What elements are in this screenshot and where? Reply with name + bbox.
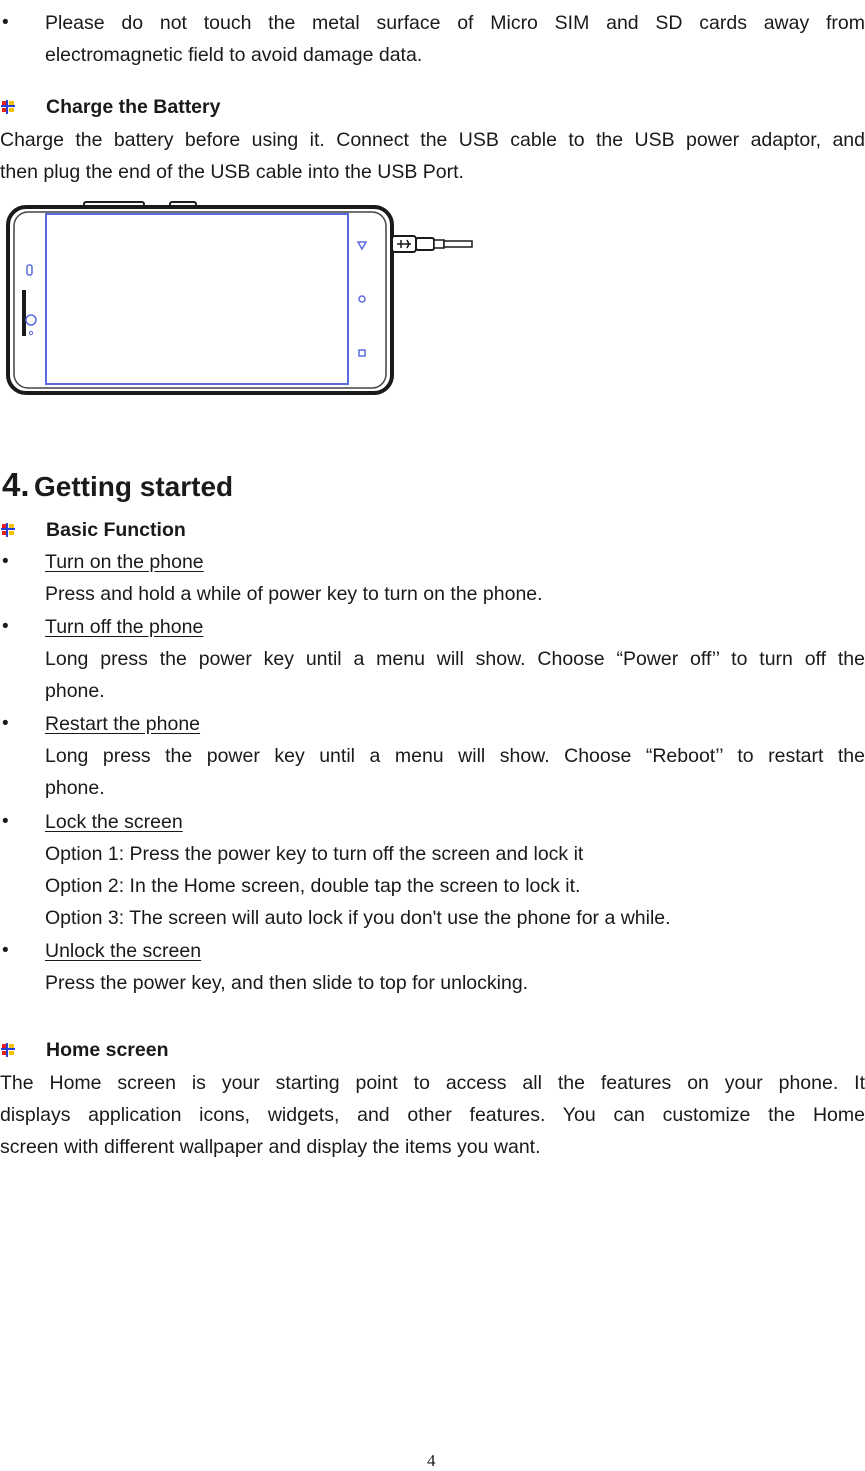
item-title: Turn on the phone	[45, 551, 204, 573]
home-line-3: screen with different wallpaper and display the items you want.	[0, 1136, 541, 1158]
home-line-1: The Home screen is your starting point to access all the features on your phone. It	[0, 1072, 865, 1094]
bullet-dot: •	[2, 811, 9, 832]
page-number: 4	[427, 1451, 436, 1470]
charge-section-heading	[0, 91, 865, 123]
bullet-dot: •	[2, 551, 9, 572]
flag-icon	[0, 523, 17, 537]
basic-heading: Basic Function	[46, 519, 186, 541]
list-item	[0, 806, 865, 934]
chapter-title: Getting started	[33, 471, 234, 502]
charge-line-1: Charge the battery before using it. Connect the USB cable to the USB power adaptor, and	[0, 129, 865, 151]
item-title: Turn off the phone	[45, 616, 204, 638]
item-title: Unlock the screen	[45, 940, 202, 962]
item-text: Press and hold a while of power key to turn on the phone.	[45, 583, 543, 605]
chapter-heading	[2, 466, 233, 504]
item-title: Lock the screen	[45, 811, 183, 833]
item-title: Restart the phone	[45, 713, 201, 735]
list-item	[0, 935, 865, 999]
side-slot	[22, 290, 26, 336]
intro-line-1: Please do not touch the metal surface of Micro SIM and SD cards away from	[45, 12, 865, 34]
bullet-dot: •	[2, 12, 9, 33]
home-section-heading	[0, 1034, 865, 1066]
intro-bullet	[0, 7, 865, 71]
basic-section-heading	[0, 514, 865, 546]
item-text: Option 3: The screen will auto lock if you don't use the phone for a while.	[45, 907, 671, 929]
item-text: phone.	[45, 680, 105, 702]
list-item	[0, 708, 865, 804]
item-text: phone.	[45, 777, 105, 799]
home-line-2: displays application icons, widgets, and other features. You can customize the Home	[0, 1104, 865, 1126]
item-text: Long press the power key until a menu will show. Choose “Reboot’’ to restart the	[45, 745, 865, 767]
list-item	[0, 611, 865, 707]
flag-icon	[0, 1043, 17, 1057]
phone-screen	[46, 214, 348, 384]
home-heading: Home screen	[46, 1039, 169, 1061]
list-item	[0, 546, 865, 610]
charge-line-2: then plug the end of the USB cable into the USB Port.	[0, 161, 464, 183]
item-text: Press the power key, and then slide to top for unlocking.	[45, 972, 529, 994]
charge-heading: Charge the Battery	[46, 96, 221, 118]
item-text: Option 1: Press the power key to turn off the screen and lock it	[45, 843, 584, 865]
chapter-number: 4.	[2, 466, 30, 503]
bullet-dot: •	[2, 940, 9, 961]
intro-line-2: electromagnetic field to avoid damage data.	[45, 44, 423, 66]
flag-icon	[0, 100, 17, 114]
bullet-dot: •	[2, 616, 9, 637]
item-text: Option 2: In the Home screen, double tap the screen to lock it.	[45, 875, 581, 897]
usb-cable	[392, 236, 472, 252]
bullet-dot: •	[2, 713, 9, 734]
item-text: Long press the power key until a menu will show. Choose “Power off’’ to turn off the	[45, 648, 865, 670]
phone-charging-illustration	[4, 198, 474, 402]
